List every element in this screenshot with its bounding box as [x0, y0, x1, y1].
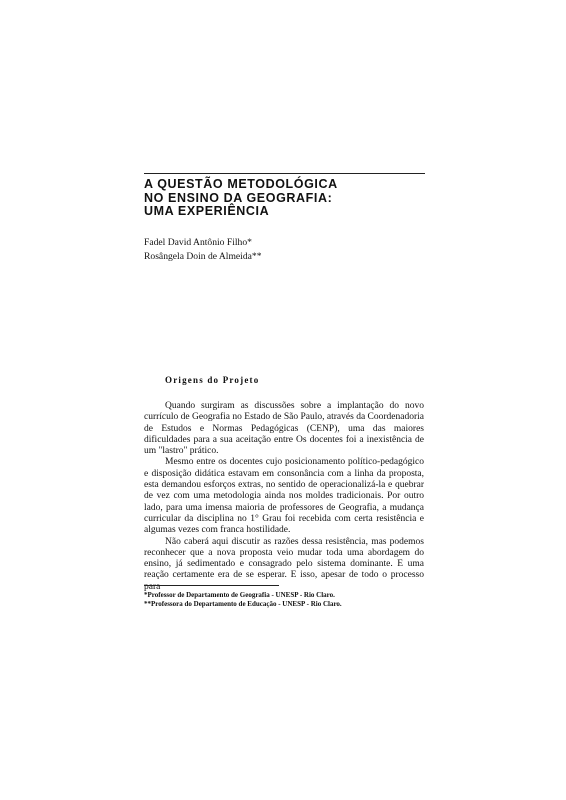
title-top-rule — [144, 173, 425, 174]
author-name: Fadel David Antônio Filho* — [144, 237, 252, 248]
paragraph: Mesmo entre os docentes cujo posicionamento político-pedagógico e disposição didática estavam em consonância com a linha da proposta, esta demandou esforços extras, no sentido de operacionalizá-la e quebrar de vez com uma metodologia ainda nos moldes tradicionais. Por outro lado, para uma imensa maioria de professores de Geografia, a mudança curricular da disciplina no 1° Grau foi recebida com certa resistência e algumas vezes com franca hostilidade. — [144, 457, 424, 536]
paragraph: Quando surgiram as discussões sobre a implantação do novo currículo de Geografia no Estado de São Paulo, através da Coordenadoria de Estudos e Normas Pedagógicas (CENP), uma das maiores dificuldades para a sua aceitação entre Os docentes foi a inexistência de um "lastro" prático. — [144, 401, 424, 457]
author-name: Rosângela Doin de Almeida** — [144, 251, 262, 262]
footnote: **Professora do Departamento de Educação - UNESP - Rio Claro. — [144, 599, 342, 608]
footnotes — [144, 591, 342, 608]
footnote: *Professor de Departamento de Geografia - UNESP - Rio Claro. — [144, 591, 335, 599]
title-line: UMA EXPERIÊNCIA — [144, 204, 270, 218]
body-text — [144, 401, 424, 593]
footnote-rule — [144, 585, 279, 586]
article-title — [144, 178, 444, 219]
title-line: A QUESTÃO METODOLÓGICA — [144, 177, 338, 191]
paragraph: Não caberá aqui discutir as razões dessa resistência, mas podemos reconhecer que a nova proposta veio mudar toda uma abordagem do ensino, já sedimentado e consagrado pelo sistema dominante. E uma reação certamente era de se esperar. E isso, apesar de todo o processo para — [144, 536, 424, 592]
section-heading: Origens do Projeto — [165, 375, 260, 385]
title-line: NO ENSINO DA GEOGRAFIA: — [144, 190, 333, 205]
author-list — [144, 236, 262, 264]
